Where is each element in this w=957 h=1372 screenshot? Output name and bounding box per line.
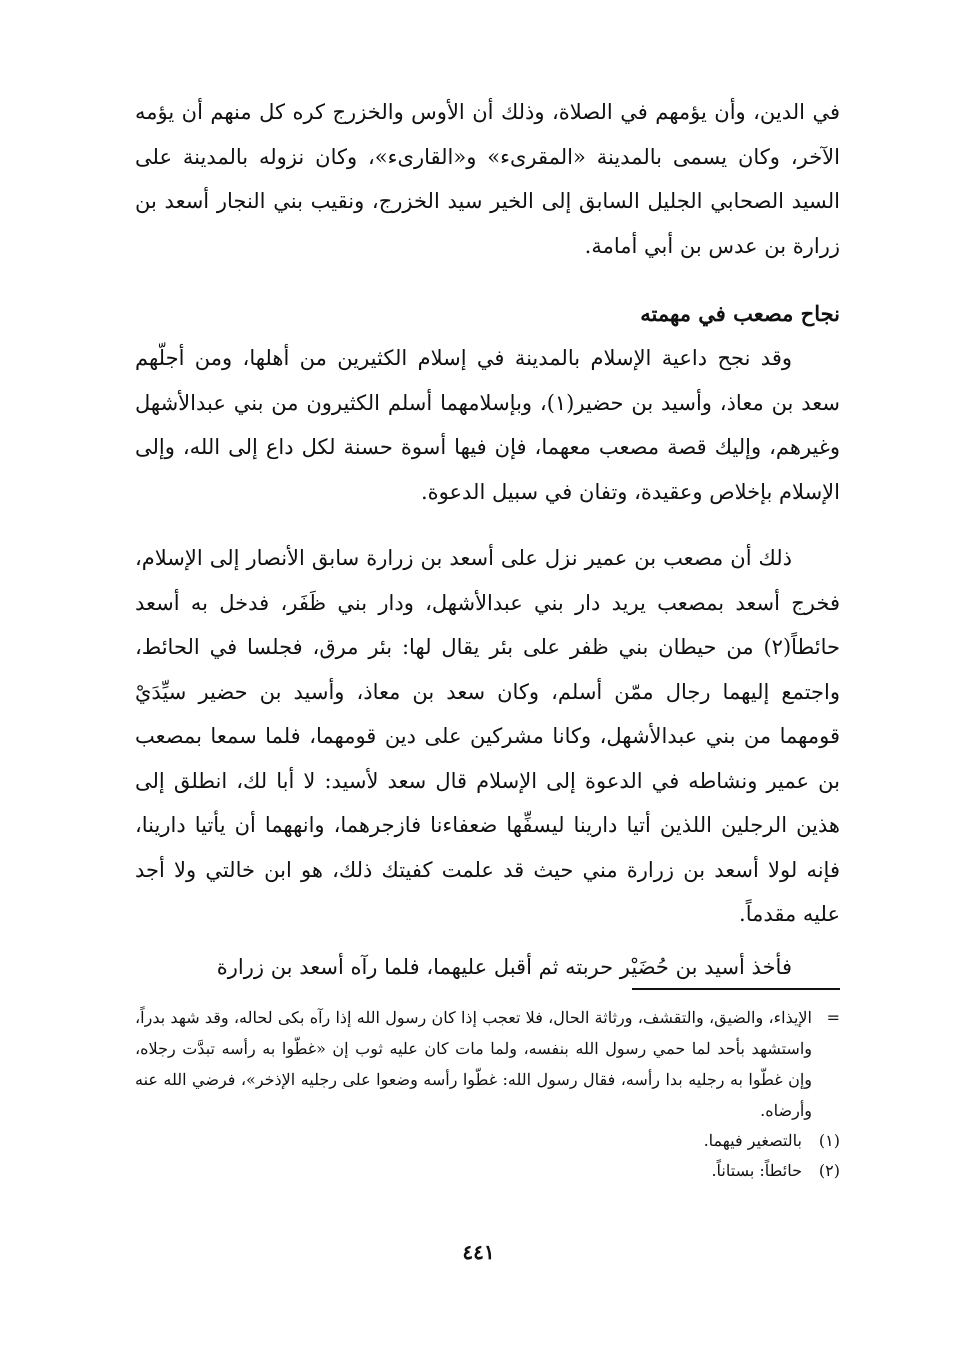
footnote-continuation-text: الإيذاء، والضيق، والتقشف، ورثاثة الحال، فلا تعجب إذا كان رسول الله إذا رآه بكى لحاله، وقد شهد بدراً، واستشهد بأحد لما حمي رسول الله بنفسه، ولما مات كان عليه ثوب إن «غطّوا به رأسه تبدَّت رجلاه، وإن غطّوا به رجليه بدا رأسه، فقال رسول الله: غطّوا رأسه وضعوا على رجليه الإذخر»، فرضي الله عنه وأرضاه.: [135, 1008, 813, 1120]
footnote-separator: [632, 988, 840, 990]
paragraph-1: في الدين، وأن يؤمهم في الصلاة، وذلك أن الأوس والخزرج كره كل منهم أن يؤمه الآخر، وكان يسمى بالمدينة «المقرىء» و«القارىء»، وكان نزوله بالمدينة على السيد الصحابي الجليل السابق إلى الخير سيد الخزرج، ونقيب بني النجار أسعد بن زرارة بن عدس بن أبي أمامة.: [135, 100, 840, 258]
page-number: ٤٤١: [462, 1240, 495, 1264]
paragraph-3: ذلك أن مصعب بن عمير نزل على أسعد بن زرارة سابق الأنصار إلى الإسلام، فخرج أسعد بمصعب يريد دار بني عبدالأشهل، ودار بني ظَفَر، فدخل به أسعد حائطاً(٢) من حيطان بني ظفر على بئر يقال لها: بئر مرق، فجلسا في الحائط، واجتمع إليهما رجال ممّن أسلم، وكان سعد بن معاذ، وأسيد بن حضير سيِّدَيْ قومهما من بني عبدالأشهل، وكانا مشركين على دين قومهما، فلما سمعا بمصعب بن عمير ونشاطه في الدعوة إلى الإسلام قال سعد لأسيد: لا أبا لك، انطلق إلى هذين الرجلين اللذين أتيا دارينا ليسفِّها ضعفاءنا فازجرهما، وانههما أن يأتيا دارينا، فإنه لولا أسعد بن زرارة مني حيث قد علمت كفيتك ذلك، هو ابن خالتي ولا أجد عليه مقدماً.: [135, 546, 840, 926]
footnotes: [135, 1002, 840, 1186]
footnote-number: (٢): [818, 1161, 840, 1180]
paragraph-gap: [135, 514, 840, 536]
paragraph-gap: [135, 937, 840, 945]
main-text: [135, 90, 840, 989]
footnote-item: [135, 1156, 840, 1186]
paragraph-2: وقد نجح داعية الإسلام بالمدينة في إسلام الكثيرين من أهلها، ومن أجلّهم سعد بن معاذ، وأسيد بن حضير(١)، وبإسلامهما أسلم الكثيرون من بني عبدالأشهل وغيرهم، وإليك قصة مصعب معهما، فإن فيها أسوة حسنة لكل داع إلى الله، وإلى الإسلام بإخلاص وعقيدة، وتفان في سبيل الدعوة.: [135, 346, 841, 504]
footnote-continuation: [135, 1002, 840, 1126]
footnote-text: حائطاً: بستاناً.: [711, 1161, 802, 1180]
footnote-text: بالتصغير فيهما.: [703, 1131, 802, 1150]
footnote-number: (١): [818, 1131, 840, 1150]
footnote-item: [135, 1126, 840, 1156]
continuation-mark: =: [826, 1008, 840, 1027]
section-heading: نجاح مصعب في مهمته: [640, 301, 840, 326]
paragraph-4: فأخذ أسيد بن حُضَيْر حربته ثم أقبل عليهما، فلما رآه أسعد بن زرارة: [216, 954, 792, 979]
